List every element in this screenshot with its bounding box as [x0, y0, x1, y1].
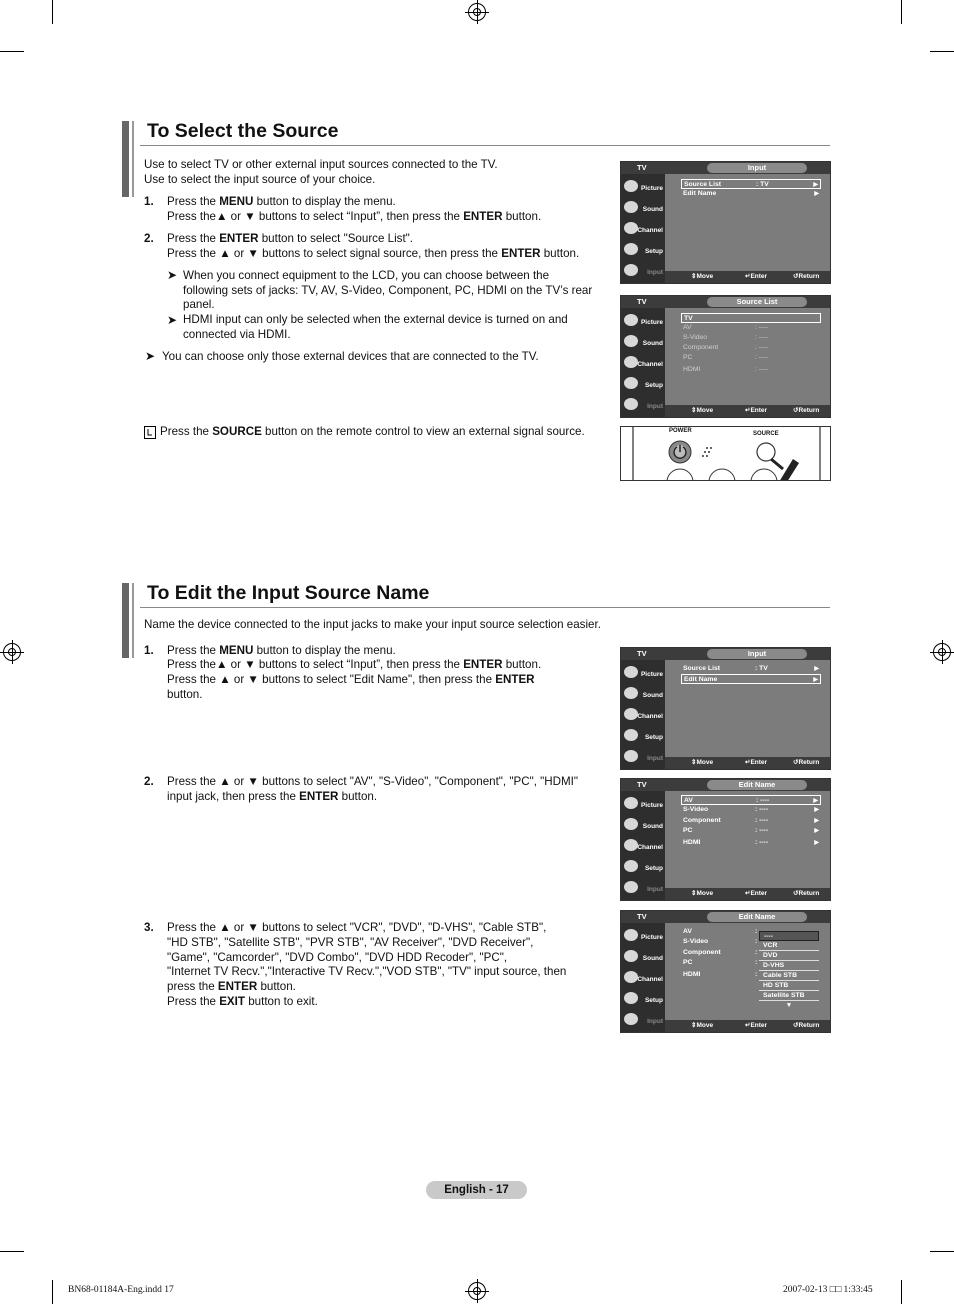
crop-mark: [52, 1280, 53, 1304]
osd-side-input: Input: [621, 748, 665, 768]
intro-text: Use to select the input source of your choice.: [144, 173, 376, 186]
dropdown-item: Satellite STB: [759, 991, 819, 1001]
osd-side-picture: Picture: [621, 312, 665, 332]
osd-side-setup: Setup: [621, 858, 665, 878]
setup-icon: [624, 992, 638, 1004]
remote-tip-icon: [144, 426, 156, 439]
osd-tv-label: TV: [637, 649, 647, 658]
step-text: Press the ▲ or ▼ buttons to select signal source, then press the ENTER button.: [167, 247, 580, 260]
picture-icon: [624, 666, 638, 678]
section-bar: [122, 121, 129, 197]
channel-icon: [624, 839, 638, 851]
osd-side-picture: Picture: [621, 927, 665, 947]
dropdown-item: Cable STB: [759, 971, 819, 981]
osd-side-sound: Sound: [621, 199, 665, 219]
page-number-badge: English - 17: [426, 1181, 527, 1199]
osd-row: HDMI : ----: [683, 366, 768, 373]
osd-row: S-Video : ---- ▶: [683, 806, 819, 813]
intro-text: Use to select TV or other external input sources connected to the TV.: [144, 158, 498, 171]
dropdown-item: DVD: [759, 951, 819, 961]
osd-side-input: Input: [621, 1011, 665, 1031]
setup-icon: [624, 243, 638, 255]
osd-side-setup: Setup: [621, 241, 665, 261]
osd-side-input: Input: [621, 396, 665, 416]
osd-header: Source List: [707, 297, 807, 307]
osd-row: HDMI : ---- ▶: [683, 839, 819, 846]
remote-drawing: [621, 427, 831, 481]
picture-icon: [624, 929, 638, 941]
step-text: press the ENTER button.: [167, 980, 296, 993]
note-text: following sets of jacks: TV, AV, S-Video, Component, PC, HDMI on the TV’s rear: [183, 284, 593, 297]
osd-side-input: Input: [621, 879, 665, 899]
osd-side-picture: Picture: [621, 178, 665, 198]
tip-text: Press the SOURCE button on the remote control to view an external signal source.: [160, 425, 585, 438]
registration-mark: [3, 643, 21, 661]
sound-icon: [624, 335, 638, 347]
osd-row: AV :: [683, 928, 758, 935]
crop-mark: [901, 0, 902, 24]
crop-mark: [930, 51, 954, 52]
osd-side-picture: Picture: [621, 795, 665, 815]
osd-dropdown: [759, 931, 819, 1011]
osd-row: AV : ----: [683, 324, 768, 331]
crop-mark: [0, 1251, 24, 1252]
step-text: Press the ▲ or ▼ buttons to select "Edit Name", then press the ENTER: [167, 673, 535, 686]
osd-side-sound: Sound: [621, 948, 665, 968]
osd-footer: ⇕ Move ↵ Enter ↺ Return: [665, 888, 830, 900]
osd-tv-label: TV: [637, 297, 647, 306]
note-text: When you connect equipment to the LCD, you can choose between the: [183, 269, 550, 282]
section-rule: [140, 607, 830, 608]
osd-edit-name-dropdown-menu: [620, 910, 831, 1033]
dropdown-item: ----: [759, 931, 819, 941]
osd-side-input: Input: [621, 262, 665, 282]
osd-side-picture: Picture: [621, 664, 665, 684]
osd-row: TV: [681, 313, 821, 323]
note-arrow-icon: ➤: [167, 268, 178, 282]
section-rule: [140, 145, 830, 146]
step-number: 2.: [144, 232, 154, 245]
osd-row: PC : ----: [683, 354, 768, 361]
osd-row: Edit Name ▶: [683, 190, 819, 197]
osd-footer: ⇕ Move ↵ Enter ↺ Return: [665, 271, 830, 283]
setup-icon: [624, 377, 638, 389]
registration-mark: [933, 643, 951, 661]
input-icon: [624, 750, 638, 762]
osd-row: Component : ----: [683, 344, 768, 351]
osd-row: PC :: [683, 959, 758, 966]
picture-icon: [624, 314, 638, 326]
osd-side-channel: Channel: [621, 706, 665, 726]
osd-footer: ⇕ Move ↵ Enter ↺ Return: [665, 405, 830, 417]
step-text: Press the ▲ or ▼ buttons to select "AV", "S-Video", "Component", "PC", "HDMI": [167, 775, 579, 788]
osd-header: Edit Name: [707, 912, 807, 922]
setup-icon: [624, 860, 638, 872]
osd-side-setup: Setup: [621, 990, 665, 1010]
section-bar: [122, 583, 129, 658]
osd-row: Source List : TV ▶: [683, 665, 819, 672]
osd-tv-label: TV: [637, 163, 647, 172]
step-text: Press the ▲ or ▼ buttons to select "VCR", "DVD", "D-VHS", "Cable STB",: [167, 921, 547, 934]
osd-row: Component : ---- ▶: [683, 817, 819, 824]
osd-tv-label: TV: [637, 780, 647, 789]
crop-mark: [0, 51, 24, 52]
input-icon: [624, 1013, 638, 1025]
channel-icon: [624, 708, 638, 720]
dropdown-item: HD STB: [759, 981, 819, 991]
dropdown-more-icon: ▼: [785, 1002, 793, 1009]
note-text: connected via HDMI.: [183, 328, 291, 341]
osd-row: PC : ---- ▶: [683, 827, 819, 834]
step-text: Press the MENU button to display the menu.: [167, 644, 396, 657]
osd-side-channel: Channel: [621, 837, 665, 857]
registration-mark: [468, 1282, 486, 1300]
osd-row: S-Video : ----: [683, 334, 768, 341]
osd-footer: ⇕ Move ↵ Enter ↺ Return: [665, 757, 830, 769]
crop-mark: [930, 1251, 954, 1252]
osd-side-sound: Sound: [621, 333, 665, 353]
step-text: input jack, then press the ENTER button.: [167, 790, 378, 803]
note-text: You can choose only those external devices that are connected to the TV.: [162, 350, 539, 363]
osd-edit-name-menu: [620, 778, 831, 901]
channel-icon: [624, 222, 638, 234]
crop-mark: [901, 1280, 902, 1304]
osd-row: AV : ---- ▶: [681, 795, 821, 805]
step-text: Press the ENTER button to select "Source List".: [167, 232, 414, 245]
note-text: panel.: [183, 298, 215, 311]
osd-side-channel: Channel: [621, 354, 665, 374]
sound-icon: [624, 818, 638, 830]
osd-side-channel: Channel: [621, 220, 665, 240]
osd-row: Edit Name ▶: [681, 674, 821, 684]
osd-header: Edit Name: [707, 780, 807, 790]
osd-input-menu: [620, 647, 831, 770]
step-number: 3.: [144, 921, 154, 934]
osd-row: S-Video :: [683, 938, 758, 945]
picture-icon: [624, 797, 638, 809]
step-text: Press the▲ or ▼ buttons to select “Input”, then press the ENTER button.: [167, 210, 542, 223]
step-text: button.: [167, 688, 203, 701]
osd-input-menu: [620, 161, 831, 284]
intro-text: Name the device connected to the input jacks to make your input source selection easier.: [144, 618, 601, 631]
input-icon: [624, 264, 638, 276]
registration-mark: [468, 3, 486, 21]
input-icon: [624, 881, 638, 893]
source-label: SOURCE: [753, 431, 779, 437]
section-title: To Select the Source: [147, 120, 339, 142]
section-bar: [132, 583, 134, 658]
power-label: POWER: [669, 428, 692, 434]
step-number: 1.: [144, 644, 154, 657]
sound-icon: [624, 687, 638, 699]
step-text: Press the▲ or ▼ buttons to select “Input”, then press the ENTER button.: [167, 658, 542, 671]
file-slug: BN68-01184A-Eng.indd 17: [68, 1285, 174, 1295]
note-arrow-icon: ➤: [167, 313, 178, 327]
date-slug: 2007-02-13 □□ 1:33:45: [783, 1285, 873, 1295]
osd-side-sound: Sound: [621, 685, 665, 705]
osd-header: Input: [707, 649, 807, 659]
crop-mark: [52, 0, 53, 24]
osd-row: Component :: [683, 949, 758, 956]
osd-row: HDMI :: [683, 971, 758, 978]
osd-footer: ⇕ Move ↵ Enter ↺ Return: [665, 1020, 830, 1032]
setup-icon: [624, 729, 638, 741]
note-text: HDMI input can only be selected when the external device is turned on and: [183, 313, 568, 326]
step-text: Press the EXIT button to exit.: [167, 995, 318, 1008]
remote-illustration: [620, 426, 831, 481]
step-text: "HD STB", "Satellite STB", "PVR STB", "AV Receiver", "DVD Receiver",: [167, 936, 534, 949]
osd-side-sound: Sound: [621, 816, 665, 836]
step-text: Press the MENU button to display the menu.: [167, 195, 396, 208]
osd-side-setup: Setup: [621, 375, 665, 395]
picture-icon: [624, 180, 638, 192]
osd-header: Input: [707, 163, 807, 173]
osd-row: Source List : TV ▶: [681, 179, 821, 189]
sound-icon: [624, 201, 638, 213]
step-number: 2.: [144, 775, 154, 788]
channel-icon: [624, 971, 638, 983]
step-number: 1.: [144, 195, 154, 208]
section-title: To Edit the Input Source Name: [147, 582, 430, 604]
osd-side-channel: Channel: [621, 969, 665, 989]
osd-side-setup: Setup: [621, 727, 665, 747]
note-arrow-icon: ➤: [145, 349, 156, 363]
osd-tv-label: TV: [637, 912, 647, 921]
dropdown-item: D-VHS: [759, 961, 819, 971]
input-icon: [624, 398, 638, 410]
sound-icon: [624, 950, 638, 962]
dropdown-item: VCR: [759, 941, 819, 951]
section-bar: [132, 121, 134, 197]
osd-source-list-menu: [620, 295, 831, 418]
step-text: "Game", "Camcorder", "DVD Combo", "DVD HDD Recoder", "PC",: [167, 951, 508, 964]
step-text: "Internet TV Recv.","Interactive TV Recv.","VOD STB", "TV" input source, then: [167, 965, 567, 978]
channel-icon: [624, 356, 638, 368]
